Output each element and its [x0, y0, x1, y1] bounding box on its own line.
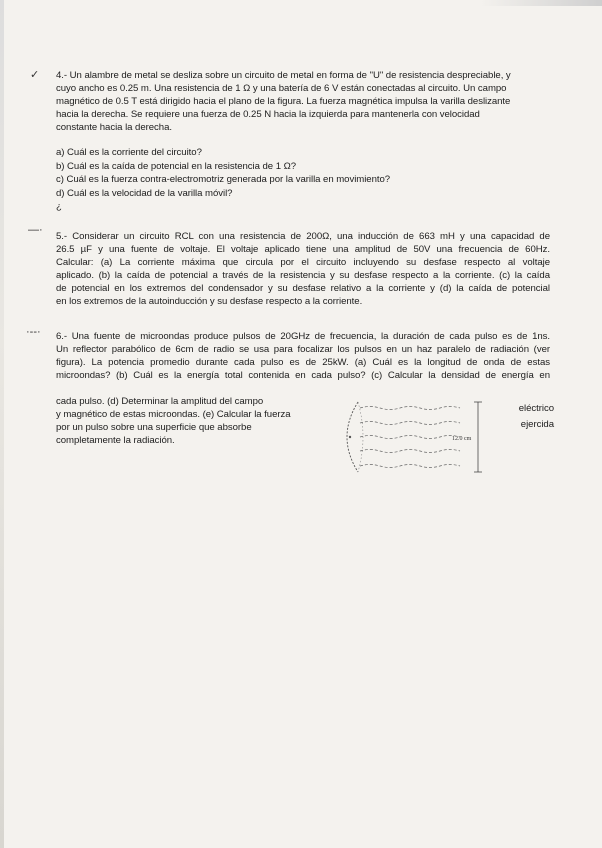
- word-ejercida: ejercida: [520, 419, 554, 430]
- reflector-figure: [330, 396, 490, 478]
- problem-6-line: Un reflector parabólico de 6cm de radio se usa para focalizar los pulsos en un haz paralelo de radiación (ver: [56, 344, 550, 355]
- problem-5-line: en los extremos de la autoinducción y su desfase respecto a la corriente.: [56, 296, 363, 307]
- problem-5-line: de potencial en los extremos del condensador y su desfase relativo a la corriente y (d) la caída de potencial: [56, 283, 550, 294]
- problem-4-line: 4.- Un alambre de metal se desliza sobre un circuito de metal en forma de "U" de resistencia despreciable, y: [56, 70, 511, 81]
- dash-mark: ·--·: [26, 326, 41, 338]
- problem-6-line: y magnético de estas microondas. (e) Calcular la fuerza: [56, 409, 291, 420]
- problem-5: [56, 230, 550, 308]
- focus-point: [349, 436, 351, 438]
- problem-5-line: Calcular: (a) La corriente máxima que circula por el circuito incluyendo su desfase respecto al voltaje: [56, 257, 550, 268]
- question-extra: ¿: [56, 201, 62, 212]
- problem-6-line: figura). La potencia promedio durante cada pulso es de 25kW. (a) Cuál es la longitud de onda de estas: [56, 357, 550, 368]
- problem-6: [56, 330, 550, 382]
- problem-4-line: constante hacia la derecha.: [56, 122, 172, 133]
- problem-6-line: microondas? (b) Cuál es la energía total contenida en cada pulso? (c) Calcular la densidad de energía en: [56, 370, 550, 381]
- question-a: a) Cuál es la corriente del circuito?: [56, 147, 202, 158]
- problem-4-line: magnético de 0.5 T está dirigido hacia el plano de la figura. La fuerza magnética impulsa la varilla deslizante: [56, 96, 511, 107]
- question-d: d) Cuál es la velocidad de la varilla móvil?: [56, 187, 233, 199]
- page-top-corner: [480, 0, 602, 6]
- problem-6-line: completamente la radiación.: [56, 435, 175, 446]
- problem-4-line: cuyo ancho es 0.25 m. Una resistencia de 1 Ω y una batería de 6 V están conectadas al circuito. Un campo: [56, 83, 507, 94]
- beam-waves: [360, 407, 460, 468]
- problem-4: [56, 69, 550, 134]
- word-electrico: eléctrico: [518, 403, 554, 414]
- problem-6-line: cada pulso. (d) Determinar la amplitud del campo: [56, 396, 264, 407]
- problem-5-line: 5.- Considerar un circuito RCL con una resistencia de 200Ω, una inducción de 663 mH y una capacidad de: [56, 231, 550, 242]
- check-mark-icon: ✓: [30, 69, 40, 81]
- problem-4-line: hacia la derecha. Se requiere una fuerza de 0.25 N hacia la izquierda para mantenerla con velocidad: [56, 109, 480, 120]
- figure-dimension-label: 12.0 cm: [452, 436, 472, 442]
- problem-6-line: 6.- Una fuente de microondas produce pulsos de 20GHz de frecuencia, la duración de cada pulso es de 1ns.: [56, 331, 550, 342]
- problem-6-left-column: [56, 395, 318, 447]
- problem-5-line: aplicado. (b) la caída de potencial a través de la resistencia y su desfase respecto a la corriente. (c) la caída: [56, 270, 550, 281]
- question-c: c) Cuál es la fuerza contra-electromotriz generada por la varilla en movimiento?: [56, 174, 391, 185]
- dash-mark: —·: [28, 224, 43, 236]
- problem-4-questions: [56, 146, 476, 214]
- problem-6-line: por un pulso sobre una superficie que absorbe: [56, 422, 252, 433]
- page-left-edge: [0, 0, 4, 848]
- problem-6-right-words: [506, 401, 554, 433]
- parabolic-reflector-shape: [347, 402, 358, 472]
- question-b: b) Cuál es la caída de potencial en la resistencia de 1 Ω?: [56, 160, 296, 172]
- problem-5-line: 26.5 µF y una fuente de voltaje. El voltaje aplicado tiene una amplitud de 50V una frecuencia de 60Hz.: [56, 244, 550, 255]
